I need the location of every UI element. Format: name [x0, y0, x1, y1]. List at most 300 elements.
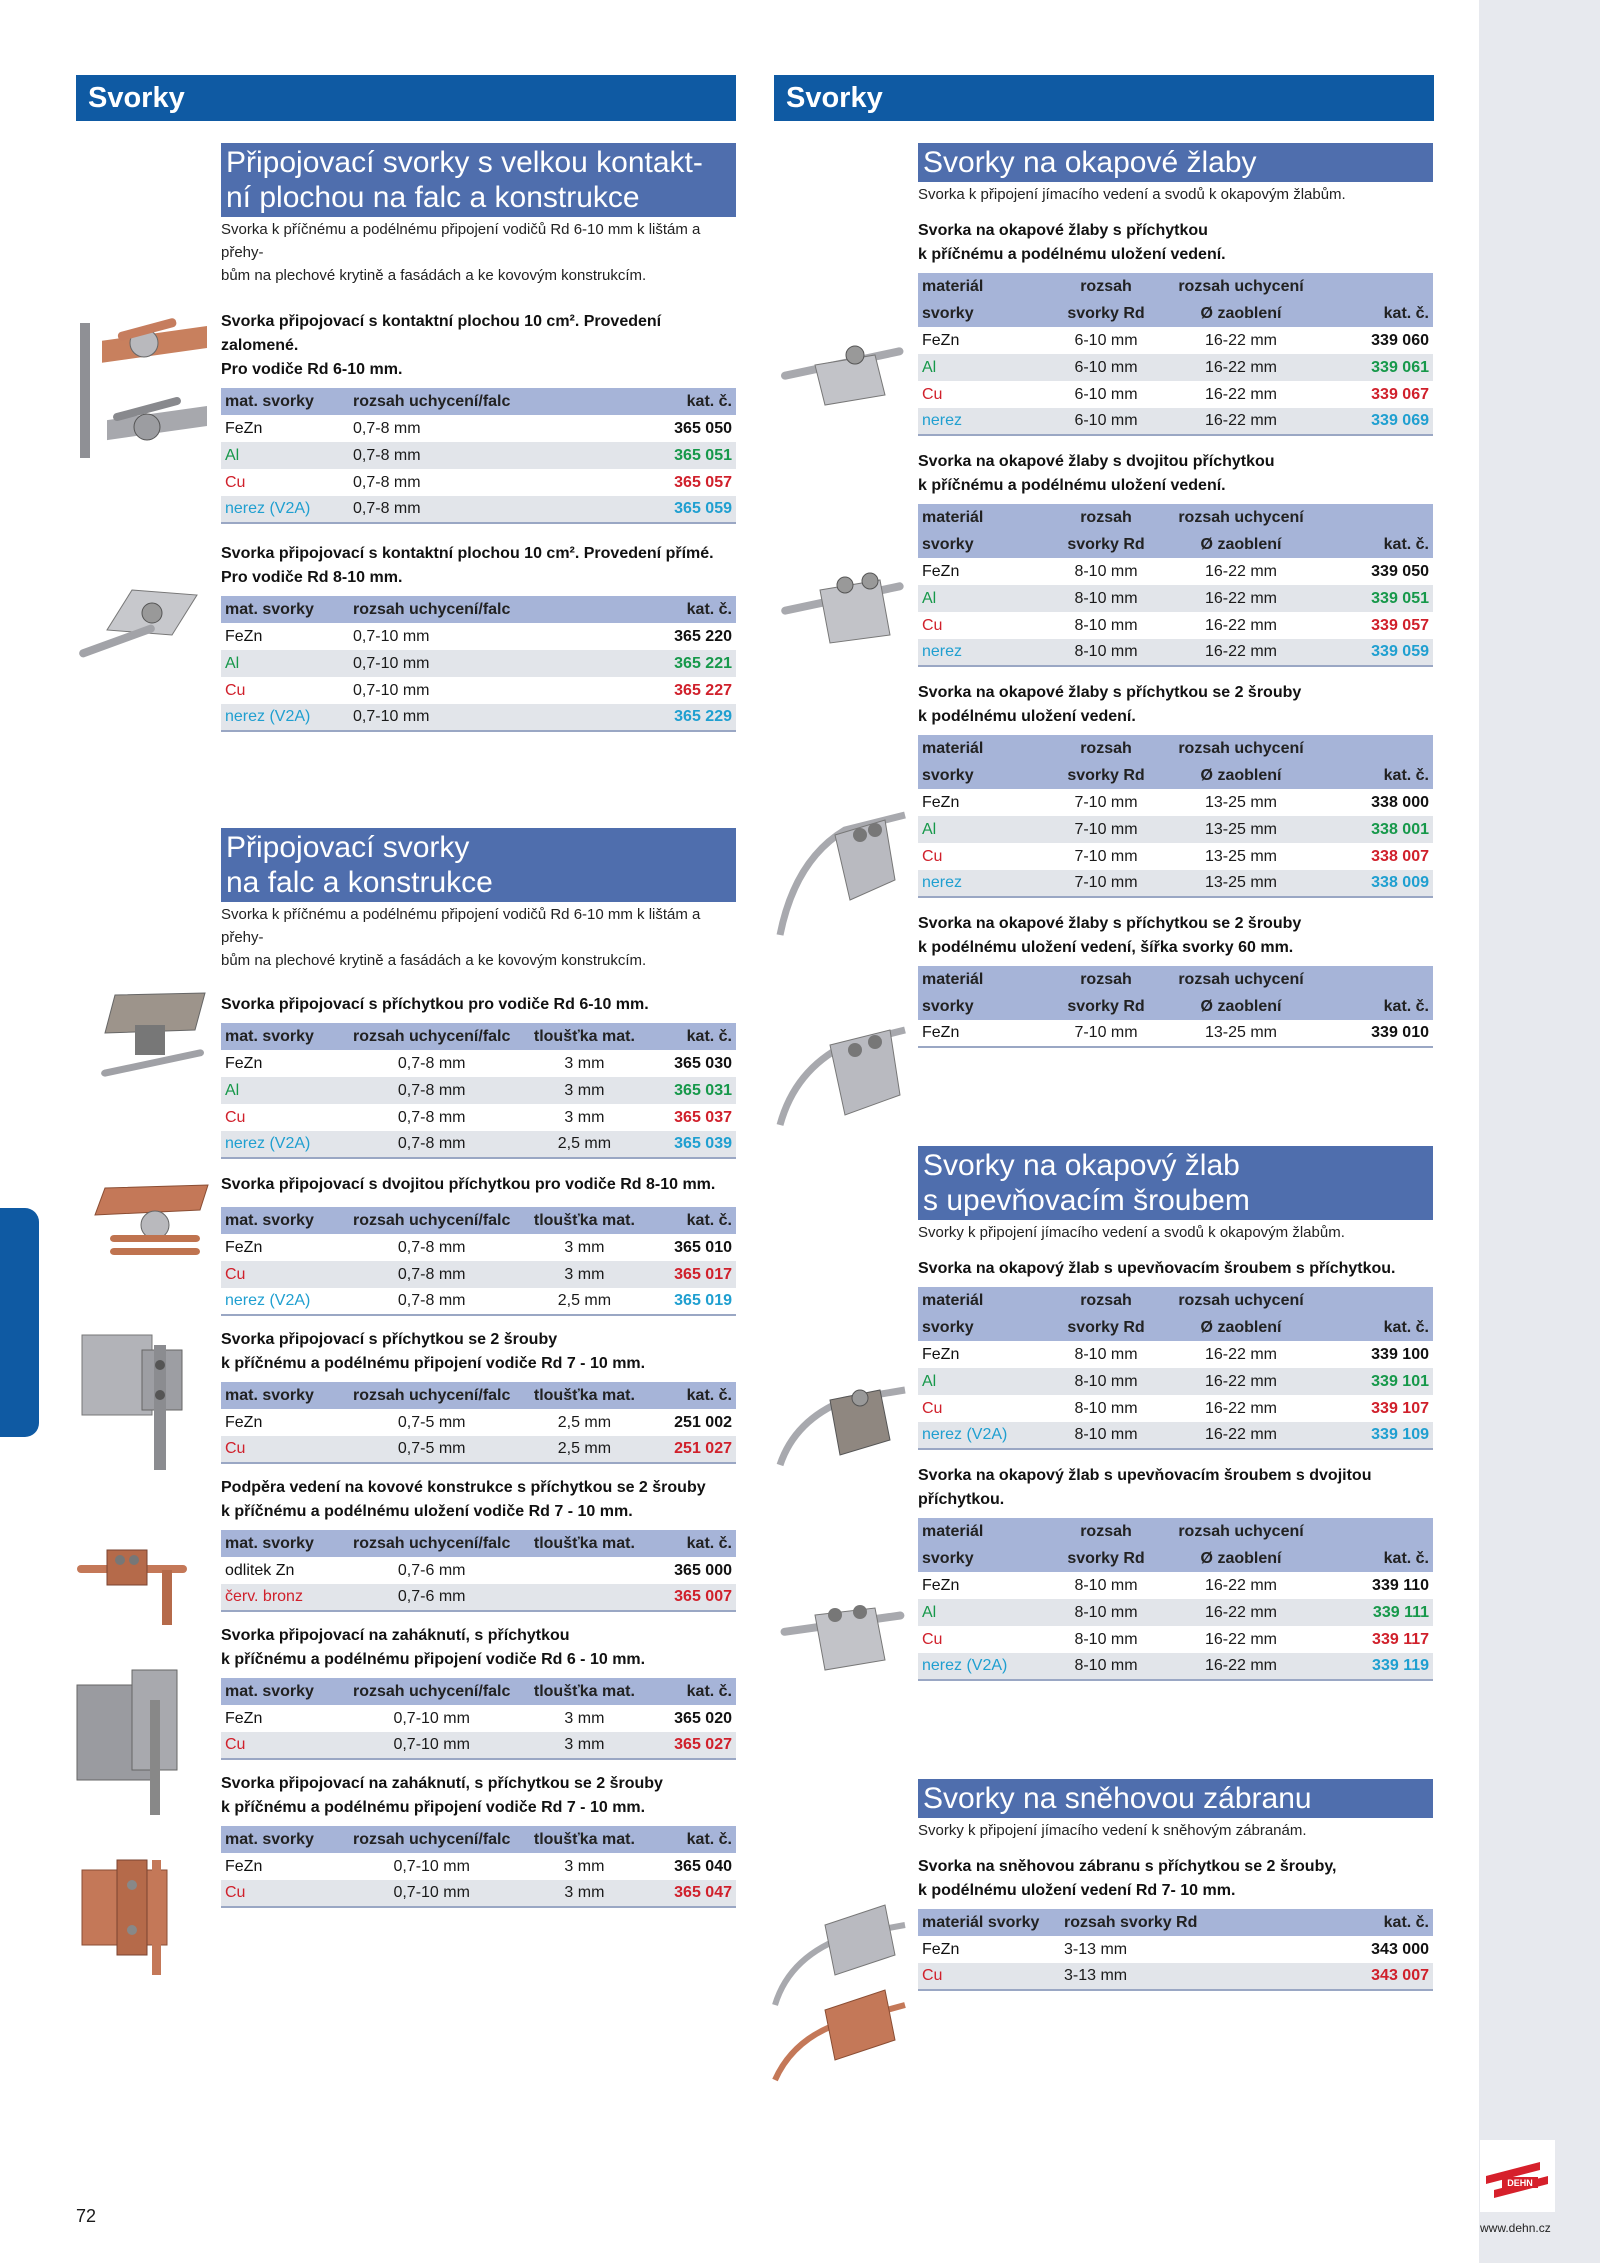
gutter-clamp-image-339010	[775, 1010, 910, 1130]
col-header: kat. č.	[654, 1382, 736, 1409]
catalog-number-cell: 339 119	[1316, 1653, 1433, 1680]
col-header: Ø zaoblení	[1166, 300, 1316, 327]
value-cell	[514, 1557, 654, 1584]
col-header: svorky	[918, 1545, 1046, 1572]
value-cell: 8-10 mm	[1046, 1368, 1166, 1395]
subtitle-line: Svorka připojovací s kontaktní plochou 10 cm². Provedení zalomené.	[221, 313, 662, 354]
catalog-number-cell: 339 061	[1316, 354, 1433, 381]
section-title-gutter-clamps	[918, 143, 1433, 182]
value-cell: 8-10 mm	[1046, 639, 1166, 666]
product-subtitle	[918, 1464, 1433, 1512]
material-cell: nerez (V2A)	[221, 1131, 349, 1158]
table-row	[918, 1341, 1433, 1368]
material-cell: nerez	[918, 639, 1046, 666]
value-cell: 0,7-5 mm	[397, 1413, 466, 1431]
value-cell: 3 mm	[564, 1857, 605, 1875]
col-header: svorky Rd	[1046, 1314, 1166, 1341]
value-cell: 13-25 mm	[1166, 1020, 1316, 1047]
value-cell: 0,7-10 mm	[353, 681, 430, 699]
value-cell: 3 mm	[514, 1732, 654, 1759]
value-cell: 6-10 mm	[1074, 385, 1138, 403]
value-cell: 7-10 mm	[1046, 870, 1166, 897]
catalog-number-cell: 339 111	[1316, 1599, 1433, 1626]
catalog-number-cell: 365 010	[674, 1238, 732, 1256]
value-cell: 7-10 mm	[1046, 1020, 1166, 1047]
gutter-clamp-image-338000	[775, 800, 910, 940]
col-header: mat. svorky	[221, 388, 349, 415]
col-header: mat. svorky	[221, 1678, 349, 1705]
value-cell: 0,7-6 mm	[397, 1561, 466, 1579]
col-header: kat. č.	[654, 1530, 736, 1557]
value-cell: 16-22 mm	[1204, 1630, 1278, 1648]
col-header: kat. č.	[1316, 1314, 1433, 1341]
col-header	[1316, 966, 1433, 993]
value-cell: 16-22 mm	[1166, 1599, 1316, 1626]
table-row	[221, 442, 736, 469]
value-cell: 3 mm	[514, 1880, 654, 1907]
col-header	[1316, 735, 1433, 762]
section-title-line: Svorky na okapové žlaby	[923, 146, 1257, 179]
subtitle-line: Svorka na sněhovou zábranu s příchytkou se 2 šrouby,	[918, 1858, 1337, 1875]
table-row	[221, 1557, 736, 1584]
col-header: rozsah uchycení/falc	[349, 1382, 514, 1409]
table-row	[918, 789, 1433, 816]
product-subtitle	[221, 542, 736, 590]
col-header: kat. č.	[1240, 1909, 1433, 1936]
description-line: Svorky k připojení jímacího vedení k sněhovým zábranám.	[918, 1822, 1307, 1839]
catalog-number-cell: 338 000	[1371, 793, 1429, 811]
value-cell: 16-22 mm	[1204, 1345, 1278, 1363]
material-cell: FeZn	[225, 1238, 263, 1256]
value-cell: 2,5 mm	[557, 1413, 612, 1431]
col-header: tloušťka mat.	[514, 1530, 654, 1557]
col-header: rozsah uchycení	[1166, 1287, 1316, 1314]
material-cell: Cu	[918, 1963, 1060, 1990]
material-cell: Al	[918, 1368, 1046, 1395]
catalog-number-cell: 339 051	[1316, 585, 1433, 612]
col-header: kat. č.	[1316, 531, 1433, 558]
value-cell: 16-22 mm	[1166, 354, 1316, 381]
col-header: rozsah uchycení	[1166, 735, 1316, 762]
col-header: kat. č.	[654, 1826, 736, 1853]
col-header: materiál	[918, 966, 1046, 993]
value-cell: 3 mm	[564, 1238, 605, 1256]
col-header: kat. č.	[559, 596, 736, 623]
col-header: svorky Rd	[1046, 531, 1166, 558]
value-cell: 8-10 mm	[1074, 562, 1138, 580]
table-row	[918, 1395, 1433, 1422]
col-header: rozsah	[1046, 735, 1166, 762]
section-description	[918, 1221, 1433, 1244]
col-header: kat. č.	[1316, 1545, 1433, 1572]
material-cell: FeZn	[922, 562, 960, 580]
value-cell: 8-10 mm	[1074, 1345, 1138, 1363]
value-cell: 0,7-6 mm	[349, 1584, 514, 1611]
table-row	[221, 1880, 736, 1907]
section-title-line: Svorky na okapový žlab	[923, 1149, 1240, 1182]
col-header	[1316, 1518, 1433, 1545]
subtitle-line: k příčnému a podélnému připojení vodiče Rd 7 - 10 mm.	[221, 1799, 646, 1816]
col-header: rozsah uchycení	[1166, 504, 1316, 531]
value-cell: 7-10 mm	[1046, 816, 1166, 843]
subtitle-line: k podélnému uložení vedení Rd 7- 10 mm.	[918, 1882, 1236, 1899]
subtitle-line: Svorka na okapové žlaby s příchytkou se 2 šrouby	[918, 684, 1302, 701]
value-cell: 16-22 mm	[1166, 1422, 1316, 1449]
col-header: Ø zaoblení	[1166, 993, 1316, 1020]
col-header: materiál svorky	[918, 1909, 1060, 1936]
table-row	[221, 650, 736, 677]
col-header	[1316, 1287, 1433, 1314]
value-cell: 2,5 mm	[514, 1436, 654, 1463]
col-header: rozsah uchycení/falc	[349, 1826, 514, 1853]
left-column	[221, 143, 736, 1908]
col-header: kat. č.	[654, 1207, 736, 1234]
value-cell: 0,7-10 mm	[349, 1880, 514, 1907]
value-cell: 0,7-10 mm	[393, 1857, 470, 1875]
catalog-number-cell: 339 067	[1371, 385, 1429, 403]
product-subtitle	[918, 1855, 1433, 1903]
value-cell: 3 mm	[564, 1108, 605, 1126]
gutter-screw-clamp-image-339100	[775, 1370, 910, 1470]
section-title-contact-clamps	[221, 143, 736, 217]
section-title-line: Svorky na sněhovou zábranu	[923, 1782, 1312, 1815]
material-cell: FeZn	[922, 793, 960, 811]
right-column	[918, 143, 1433, 1991]
col-header: rozsah uchycení/falc	[349, 1207, 514, 1234]
col-header: kat. č.	[654, 1678, 736, 1705]
table-row	[221, 1409, 736, 1436]
subtitle-line: Svorka připojovací s kontaktní plochou 10 cm². Provedení přímé.	[221, 545, 714, 562]
col-header: svorky Rd	[1046, 1545, 1166, 1572]
gutter-screw-clamp-image-339110	[775, 1590, 910, 1680]
material-cell: nerez (V2A)	[221, 1288, 349, 1315]
table-row	[918, 612, 1433, 639]
table-row	[918, 1020, 1433, 1047]
material-cell: Al	[221, 650, 349, 677]
product-table	[221, 1530, 736, 1612]
table-row	[918, 1572, 1433, 1599]
subtitle-line: k příčnému a podélnému uložení vodiče Rd 7 - 10 mm.	[221, 1503, 633, 1520]
catalog-number-cell: 339 050	[1371, 562, 1429, 580]
material-cell: Al	[918, 585, 1046, 612]
product-table	[918, 273, 1433, 436]
gutter-clamp-image-339060	[775, 325, 910, 415]
col-header: tloušťka mat.	[514, 1678, 654, 1705]
catalog-number-cell: 365 220	[674, 627, 732, 645]
col-header: kat. č.	[1316, 300, 1433, 327]
catalog-number-cell: 251 002	[674, 1413, 732, 1431]
value-cell: 16-22 mm	[1166, 585, 1316, 612]
col-header: mat. svorky	[221, 1207, 349, 1234]
table-row	[221, 1050, 736, 1077]
value-cell: 0,7-8 mm	[397, 1238, 466, 1256]
product-subtitle	[221, 1624, 736, 1672]
col-header: svorky Rd	[1046, 993, 1166, 1020]
subtitle-line: Pro vodiče Rd 6-10 mm.	[221, 361, 403, 378]
catalog-number-cell: 365 221	[559, 650, 736, 677]
product-table	[221, 1678, 736, 1760]
col-header: rozsah	[1046, 504, 1166, 531]
subtitle-line: k příčnému a podélnému uložení vedení.	[918, 246, 1226, 263]
value-cell: 16-22 mm	[1204, 562, 1278, 580]
section-description	[918, 183, 1433, 206]
table-row	[221, 1131, 736, 1158]
subtitle-line: k podélnému uložení vedení.	[918, 708, 1136, 725]
value-cell: 16-22 mm	[1204, 616, 1278, 634]
catalog-number-cell: 339 107	[1371, 1399, 1429, 1417]
col-header: svorky	[918, 531, 1046, 558]
value-cell: 0,7-10 mm	[349, 704, 559, 731]
value-cell: 3 mm	[564, 1054, 605, 1072]
value-cell: 0,7-8 mm	[397, 1054, 466, 1072]
product-subtitle	[221, 1328, 736, 1376]
table-row	[918, 1963, 1433, 1990]
table-row	[221, 677, 736, 704]
material-cell: Cu	[922, 847, 943, 865]
section-title-line: s upevňovacím šroubem	[923, 1184, 1250, 1217]
catalog-number-cell: 365 000	[674, 1561, 732, 1579]
catalog-number-cell: 365 227	[674, 681, 732, 699]
col-header: svorky	[918, 300, 1046, 327]
material-cell: FeZn	[922, 1940, 960, 1958]
catalog-number-cell: 365 057	[674, 473, 732, 491]
col-header: materiál	[918, 1287, 1046, 1314]
material-cell: nerez (V2A)	[221, 496, 349, 523]
value-cell: 16-22 mm	[1204, 1399, 1278, 1417]
value-cell: 0,7-8 mm	[349, 1288, 514, 1315]
table-row	[918, 1368, 1433, 1395]
catalog-number-cell: 365 059	[559, 496, 736, 523]
product-subtitle	[918, 681, 1433, 729]
catalog-number-cell: 365 047	[654, 1880, 736, 1907]
subtitle-line: Pro vodiče Rd 8-10 mm.	[221, 569, 403, 586]
description-line: Svorka k příčnému a podélnému připojení vodičů Rd 6-10 mm k lištám a přehy-	[221, 221, 701, 261]
dehn-logo	[1480, 2140, 1555, 2212]
table-row	[221, 704, 736, 731]
value-cell: 3-13 mm	[1064, 1940, 1128, 1958]
description-line: Svorka k příčnému a podélnému připojení vodičů Rd 6-10 mm k lištám a přehy-	[221, 906, 701, 946]
col-header: Ø zaoblení	[1166, 1545, 1316, 1572]
value-cell: 2,5 mm	[514, 1288, 654, 1315]
value-cell: 6-10 mm	[1046, 354, 1166, 381]
subtitle-line: Svorka připojovací na zaháknutí, s příchytkou	[221, 1627, 570, 1644]
clamp-image-365040	[72, 1840, 197, 1980]
right-margin-strip	[1479, 0, 1600, 2263]
value-cell	[514, 1584, 654, 1611]
value-cell: 8-10 mm	[1046, 1422, 1166, 1449]
col-header: kat. č.	[559, 388, 736, 415]
table-row	[918, 381, 1433, 408]
table-row	[221, 1288, 736, 1315]
table-row	[918, 1626, 1433, 1653]
chapter-tab	[0, 1208, 39, 1437]
col-header: svorky	[918, 993, 1046, 1020]
col-header: rozsah uchycení	[1166, 1518, 1316, 1545]
value-cell: 0,7-8 mm	[349, 442, 559, 469]
section-title-gutter-screw-clamps	[918, 1146, 1433, 1220]
section-title-line: ní plochou na falc a konstrukce	[226, 181, 640, 214]
material-cell: nerez (V2A)	[918, 1422, 1046, 1449]
section-description	[221, 903, 736, 972]
table-row	[221, 1261, 736, 1288]
catalog-number-cell: 365 040	[674, 1857, 732, 1875]
table-row	[221, 496, 736, 523]
clamp-image-365050	[72, 305, 212, 490]
value-cell: 8-10 mm	[1046, 1653, 1166, 1680]
col-header: rozsah uchycení	[1166, 966, 1316, 993]
col-header: kat. č.	[1316, 762, 1433, 789]
col-header: rozsah	[1046, 273, 1166, 300]
product-subtitle	[918, 219, 1433, 267]
product-table	[918, 966, 1433, 1048]
page-header-left: Svorky	[76, 75, 736, 121]
catalog-number-cell: 365 030	[674, 1054, 732, 1072]
material-cell: FeZn	[225, 1857, 263, 1875]
material-cell: Cu	[922, 1630, 943, 1648]
value-cell: 16-22 mm	[1204, 331, 1278, 349]
value-cell: 16-22 mm	[1204, 385, 1278, 403]
table-row	[918, 843, 1433, 870]
value-cell: 8-10 mm	[1046, 585, 1166, 612]
col-header: Ø zaoblení	[1166, 531, 1316, 558]
description-line: Svorky k připojení jímacího vedení a svodů k okapovým žlabům.	[918, 1224, 1345, 1241]
col-header: rozsah	[1046, 966, 1166, 993]
clamp-image-365010	[90, 1180, 210, 1270]
material-cell: FeZn	[225, 627, 263, 645]
material-cell: nerez	[918, 408, 1046, 435]
table-row	[221, 623, 736, 650]
table-row	[918, 354, 1433, 381]
product-subtitle	[221, 993, 736, 1017]
catalog-number-cell: 365 017	[654, 1261, 736, 1288]
col-header: materiál	[918, 504, 1046, 531]
subtitle-line: k podélnému uložení vedení, šířka svorky 60 mm.	[918, 939, 1294, 956]
col-header: svorky Rd	[1046, 762, 1166, 789]
website-url: www.dehn.cz	[1480, 2221, 1551, 2235]
value-cell: 16-22 mm	[1166, 639, 1316, 666]
material-cell: Al	[221, 1077, 349, 1104]
material-cell: Cu	[922, 1399, 943, 1417]
value-cell: 7-10 mm	[1074, 847, 1138, 865]
catalog-number-cell: 338 009	[1316, 870, 1433, 897]
col-header: mat. svorky	[221, 1530, 349, 1557]
col-header: rozsah uchycení/falc	[349, 1678, 514, 1705]
material-cell: Al	[918, 1599, 1046, 1626]
catalog-number-cell: 339 109	[1316, 1422, 1433, 1449]
section-description	[221, 218, 736, 287]
value-cell: 16-22 mm	[1204, 1576, 1278, 1594]
product-subtitle	[221, 1476, 736, 1524]
product-table	[918, 1518, 1433, 1681]
table-row	[221, 1584, 736, 1611]
value-cell: 0,7-8 mm	[353, 473, 421, 491]
subtitle-line: Svorka na okapové žlaby s dvojitou příchytkou	[918, 453, 1275, 470]
value-cell: 2,5 mm	[514, 1131, 654, 1158]
value-cell: 16-22 mm	[1166, 408, 1316, 435]
col-header: Ø zaoblení	[1166, 1314, 1316, 1341]
material-cell: Al	[918, 816, 1046, 843]
subtitle-line: k příčnému a podélnému uložení vedení.	[918, 477, 1226, 494]
product-table	[918, 1909, 1433, 1991]
table-row	[918, 327, 1433, 354]
material-cell: FeZn	[225, 1709, 263, 1727]
clamp-image-365020	[72, 1665, 197, 1825]
clamp-image-365000	[72, 1530, 192, 1630]
product-subtitle	[221, 1173, 736, 1197]
catalog-number-cell: 339 100	[1371, 1345, 1429, 1363]
product-subtitle	[918, 450, 1433, 498]
description-line: bům na plechové krytině a fasádách a ke kovovým konstrukcím.	[221, 952, 647, 969]
value-cell: 8-10 mm	[1074, 616, 1138, 634]
table-row	[221, 1853, 736, 1880]
col-header: materiál	[918, 273, 1046, 300]
page-header-right: Svorky	[774, 75, 1434, 121]
catalog-number-cell: 339 057	[1371, 616, 1429, 634]
material-cell: Cu	[922, 616, 943, 634]
product-table	[918, 735, 1433, 898]
material-cell: Cu	[221, 1261, 349, 1288]
catalog-number-cell: 339 110	[1372, 1576, 1429, 1594]
col-header: rozsah uchycení/falc	[349, 1530, 514, 1557]
value-cell: 16-22 mm	[1166, 1368, 1316, 1395]
product-table	[221, 388, 736, 524]
subtitle-line: k příčnému a podélnému připojení vodiče Rd 7 - 10 mm.	[221, 1355, 646, 1372]
table-row	[918, 1653, 1433, 1680]
catalog-number-cell: 343 007	[1240, 1963, 1433, 1990]
value-cell: 13-25 mm	[1204, 847, 1278, 865]
col-header: mat. svorky	[221, 1826, 349, 1853]
table-row	[221, 1732, 736, 1759]
product-table	[221, 596, 736, 732]
material-cell: Cu	[221, 1880, 349, 1907]
value-cell: 0,7-8 mm	[349, 496, 559, 523]
table-row	[221, 1077, 736, 1104]
page-number: 72	[76, 2206, 97, 2226]
material-cell: Cu	[225, 473, 246, 491]
section-title-line: Připojovací svorky	[226, 831, 470, 864]
material-cell: FeZn	[918, 1020, 1046, 1047]
snow-guard-clamp-image-343000	[770, 1895, 910, 2085]
value-cell: 3 mm	[514, 1077, 654, 1104]
col-header: rozsah uchycení/falc	[349, 388, 559, 415]
subtitle-line: Svorka na okapový žlab s upevňovacím šroubem s příchytkou.	[918, 1260, 1396, 1277]
col-header: rozsah uchycení/falc	[349, 596, 559, 623]
material-cell: FeZn	[922, 1345, 960, 1363]
col-header: rozsah svorky Rd	[1060, 1909, 1240, 1936]
col-header: svorky Rd	[1046, 300, 1166, 327]
subtitle-line: Svorka připojovací s příchytkou se 2 šrouby	[221, 1331, 558, 1348]
clamp-image-365030	[95, 985, 210, 1085]
col-header: rozsah	[1046, 1287, 1166, 1314]
table-row	[918, 639, 1433, 666]
value-cell: 0,7-10 mm	[349, 650, 559, 677]
catalog-number-cell: 365 050	[674, 419, 732, 437]
value-cell: 8-10 mm	[1046, 1599, 1166, 1626]
table-row	[918, 408, 1433, 435]
material-cell: nerez	[918, 870, 1046, 897]
catalog-number-cell: 339 069	[1316, 408, 1433, 435]
col-header: materiál	[918, 1518, 1046, 1545]
product-subtitle	[918, 1257, 1433, 1281]
catalog-number-cell: 365 031	[654, 1077, 736, 1104]
table-row	[918, 1599, 1433, 1626]
table-row	[221, 469, 736, 496]
catalog-number-cell: 365 037	[674, 1108, 732, 1126]
col-header: Ø zaoblení	[1166, 762, 1316, 789]
value-cell: 7-10 mm	[1074, 793, 1138, 811]
catalog-number-cell: 338 001	[1316, 816, 1433, 843]
material-cell: FeZn	[225, 419, 263, 437]
